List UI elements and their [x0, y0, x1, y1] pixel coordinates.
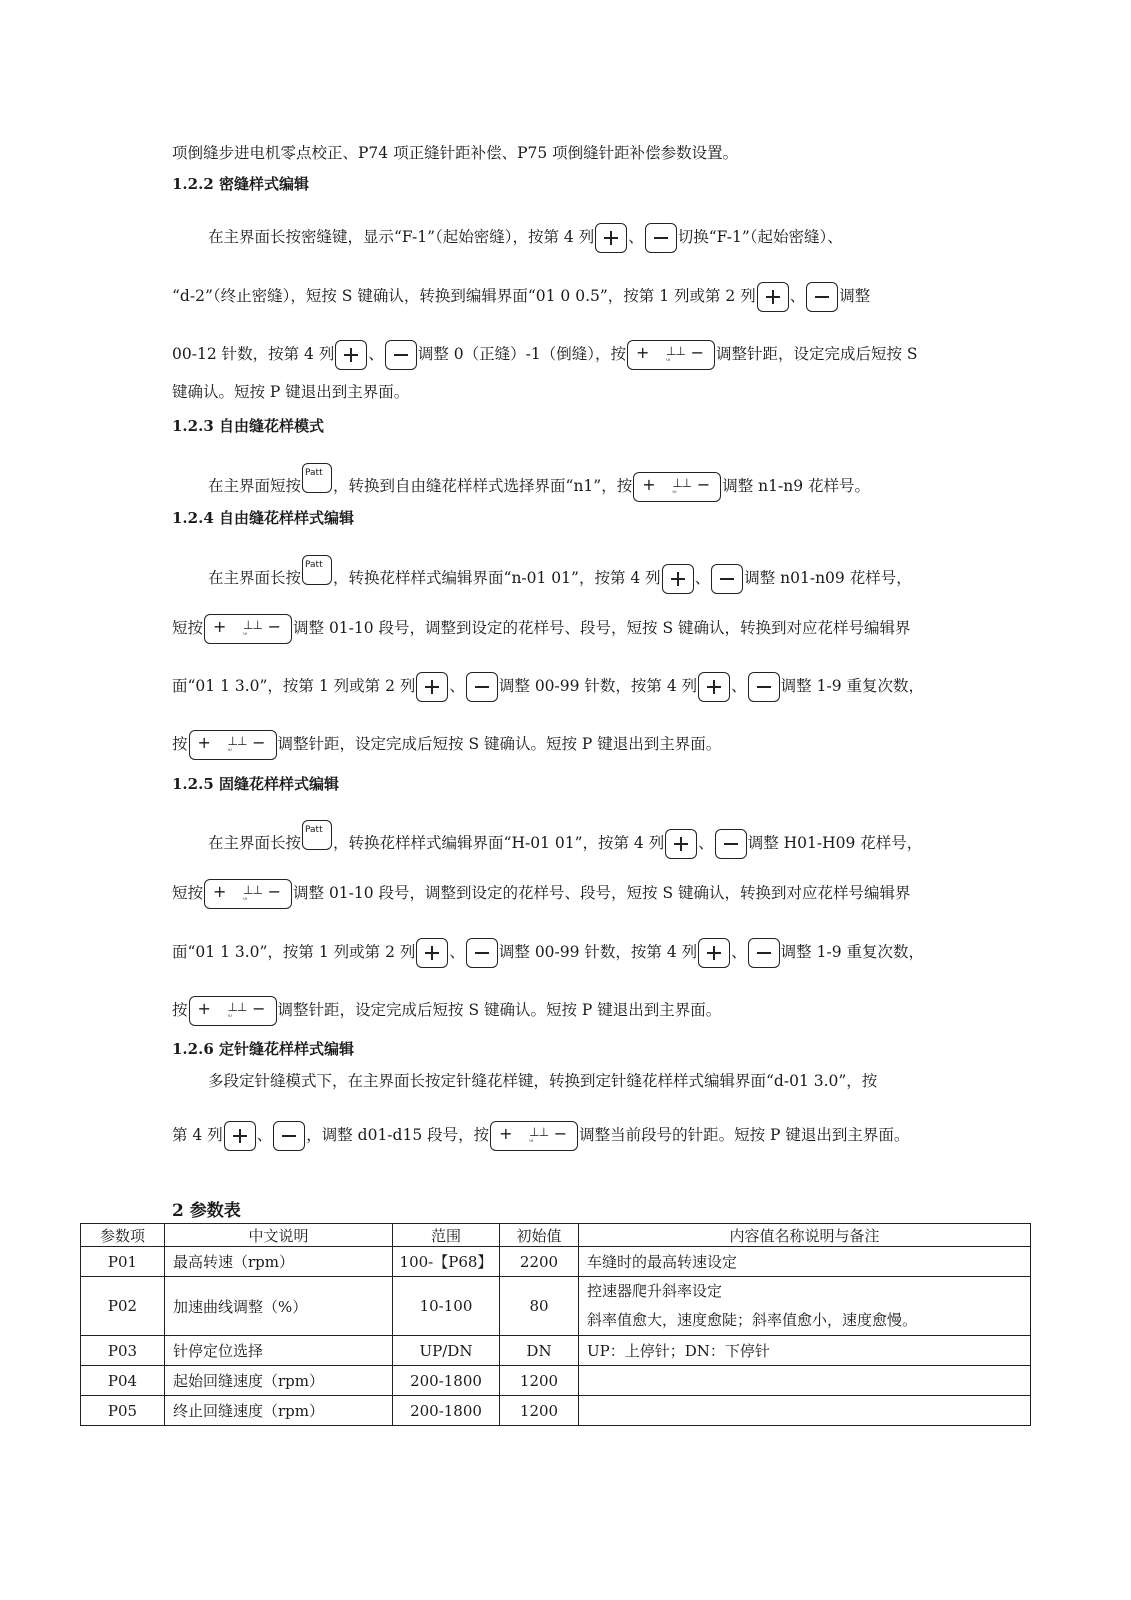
heading-1-2-5: 1.2.5 固缝花样样式编辑: [172, 775, 339, 793]
param-desc: 加速曲线调整（%）: [165, 1277, 393, 1336]
sep: 、: [368, 345, 384, 363]
text: 调整针距，设定完成后短按 S 键确认。短按 P 键退出到主界面。: [277, 1001, 722, 1019]
adjust-key-icon: + ⊥⊥ ᵚ −: [189, 996, 277, 1026]
text: 调整 0（正缝）-1（倒缝），按: [417, 345, 626, 363]
adjust-key-icon: + ⊥⊥ ᵚ −: [204, 614, 292, 644]
table-row: [81, 1277, 1031, 1336]
s122-line2: [172, 281, 870, 311]
text: 调整 H01-H09 花样号，: [747, 834, 923, 852]
s125-line1: [208, 820, 922, 850]
header-cell: 中文说明: [165, 1224, 393, 1247]
s124-line3: [172, 671, 924, 701]
minus-key-icon: [715, 829, 747, 859]
section-2-title: 2 参数表: [172, 1201, 241, 1221]
s126-line1: 多段定针缝模式下，在主界面长按定针缝花样键，转换到定针缝花样样式编辑界面“d-01 3.0”，按: [208, 1072, 878, 1090]
minus-key-icon: [466, 938, 498, 968]
param-init: DN: [500, 1336, 579, 1366]
text: ，调整 d01-d15 段号，按: [306, 1126, 490, 1144]
table-row: [81, 1396, 1031, 1426]
text: 短按: [172, 619, 204, 637]
minus-key-icon: [711, 564, 743, 594]
text: 调整 n01-n09 花样号，: [744, 569, 912, 587]
param-range: 100-【P68】: [393, 1247, 500, 1277]
table-row: [81, 1247, 1031, 1277]
minus-key-icon: [806, 282, 838, 312]
adjust-key-icon: + ⊥⊥ ᵚ −: [633, 472, 721, 502]
text: 在主界面长按: [208, 569, 302, 587]
s125-line4: [172, 995, 721, 1025]
text: 短按: [172, 884, 204, 902]
plus-key-icon: [698, 938, 730, 968]
sep: 、: [698, 834, 714, 852]
text: 面“01 1 3.0”，按第 1 列或第 2 列: [172, 943, 416, 961]
heading-1-2-2: 1.2.2 密缝样式编辑: [172, 175, 309, 193]
param-code: P03: [81, 1336, 165, 1366]
plus-key-icon: [757, 282, 789, 312]
sep: 、: [628, 228, 644, 246]
text: 按: [172, 1001, 188, 1019]
text: 调整: [839, 287, 871, 305]
param-desc: 针停定位选择: [165, 1336, 393, 1366]
header-cell: 内容值名称说明与备注: [579, 1224, 1031, 1247]
text: 在主界面短按: [208, 477, 302, 495]
text: 调整 n1-n9 花样号。: [722, 477, 870, 495]
s122-line4: 键确认。短按 P 键退出到主界面。: [172, 383, 410, 401]
table-row: [81, 1366, 1031, 1396]
text: 调整当前段号的针距。短按 P 键退出到主界面。: [579, 1126, 910, 1144]
table-header: [81, 1224, 1031, 1247]
s124-line2: [172, 613, 911, 643]
text: ，转换到自由缝花样样式选择界面“n1”，按: [333, 477, 633, 495]
text: 调整 01-10 段号，调整到设定的花样号、段号，短按 S 键确认，转换到对应花样号编辑界: [293, 619, 911, 637]
param-desc: 起始回缝速度（rpm）: [165, 1366, 393, 1396]
plus-key-icon: [416, 672, 448, 702]
adjust-key-icon: + ⊥⊥ ᵚ −: [490, 1121, 578, 1151]
plus-key-icon: [416, 938, 448, 968]
s124-line1: [208, 555, 912, 585]
text: 调整针距，设定完成后短按 S: [715, 345, 918, 363]
text: 第 4 列: [172, 1126, 223, 1144]
text: 在主界面长按密缝键，显示“F-1”（起始密缝），按第 4 列: [208, 228, 595, 246]
heading-1-2-4: 1.2.4 自由缝花样样式编辑: [172, 509, 354, 527]
sep: 、: [694, 569, 711, 587]
adjust-key-icon: + ⊥⊥ ᵚ −: [627, 340, 715, 370]
note-line: 斜率值愈大，速度愈陡；斜率值愈小，速度愈慢。: [587, 1311, 918, 1329]
text: 调整 1-9 重复次数，: [780, 677, 924, 695]
param-range: 10-100: [393, 1277, 500, 1336]
minus-key-icon: [748, 672, 780, 702]
s122-line3: [172, 339, 918, 369]
s124-line4: [172, 729, 721, 759]
plus-key-icon: [698, 672, 730, 702]
text: 调整 00-99 针数，按第 4 列: [498, 943, 698, 961]
parameter-table: [80, 1223, 1031, 1426]
text: ，转换花样样式编辑界面“H-01 01”，按第 4 列: [333, 834, 665, 852]
patt-key-icon: Patt: [302, 555, 332, 585]
param-note: UP：上停针；DN：下停针: [579, 1336, 1031, 1366]
sep: 、: [789, 287, 806, 305]
patt-key-icon: Patt: [302, 820, 332, 850]
text: 调整 1-9 重复次数，: [780, 943, 924, 961]
param-desc: 最高转速（rpm）: [165, 1247, 393, 1277]
param-init: 1200: [500, 1366, 579, 1396]
minus-key-icon: [466, 672, 498, 702]
param-note: [579, 1396, 1031, 1426]
header-cell: 参数项: [81, 1224, 165, 1247]
param-note: [579, 1366, 1031, 1396]
note-line: 控速器爬升斜率设定: [587, 1282, 723, 1300]
intro-text: 项倒缝步进电机零点校正、P74 项正缝针距补偿、P75 项倒缝针距补偿参数设置。: [172, 144, 739, 162]
s123-line1: [208, 463, 870, 497]
s122-line1: [208, 222, 843, 252]
sep: 、: [731, 943, 747, 961]
param-desc: 终止回缝速度（rpm）: [165, 1396, 393, 1426]
header-cell: 范围: [393, 1224, 500, 1247]
param-range: 200-1800: [393, 1396, 500, 1426]
param-init: 2200: [500, 1247, 579, 1277]
adjust-key-icon: + ⊥⊥ ᵚ −: [189, 730, 277, 760]
plus-key-icon: [335, 340, 367, 370]
minus-key-icon: [748, 938, 780, 968]
sep: 、: [256, 1126, 273, 1144]
param-note: [579, 1277, 1031, 1336]
param-code: P04: [81, 1366, 165, 1396]
plus-key-icon: [662, 564, 694, 594]
plus-key-icon: [595, 223, 627, 253]
table-row: [81, 1336, 1031, 1366]
text: 在主界面长按: [208, 834, 302, 852]
param-note: 车缝时的最高转速设定: [579, 1247, 1031, 1277]
patt-key-icon: Patt: [302, 463, 332, 493]
param-code: P05: [81, 1396, 165, 1426]
sep: 、: [449, 677, 465, 695]
minus-key-icon: [385, 340, 417, 370]
plus-key-icon: [224, 1121, 256, 1151]
s125-line3: [172, 937, 924, 967]
text: 按: [172, 735, 188, 753]
header-cell: 初始值: [500, 1224, 579, 1247]
plus-key-icon: [665, 829, 697, 859]
param-init: 1200: [500, 1396, 579, 1426]
minus-key-icon: [273, 1121, 305, 1151]
text: 切换“F-1”（起始密缝）、: [677, 228, 843, 246]
heading-1-2-3: 1.2.3 自由缝花样模式: [172, 417, 324, 435]
param-code: P02: [81, 1277, 165, 1336]
param-init: 80: [500, 1277, 579, 1336]
sep: 、: [731, 677, 747, 695]
text: 调整 00-99 针数，按第 4 列: [498, 677, 698, 695]
adjust-key-icon: + ⊥⊥ ᵚ −: [204, 879, 292, 909]
s126-line2: [172, 1120, 909, 1150]
s125-line2: [172, 878, 911, 908]
text: 调整 01-10 段号，调整到设定的花样号、段号，短按 S 键确认，转换到对应花样号编辑界: [293, 884, 911, 902]
text: ，转换花样样式编辑界面“n-01 01”，按第 4 列: [333, 569, 661, 587]
param-range: UP/DN: [393, 1336, 500, 1366]
text: 调整针距，设定完成后短按 S 键确认。短按 P 键退出到主界面。: [277, 735, 722, 753]
text: “d-2”（终止密缝），短按 S 键确认，转换到编辑界面“01 0 0.5”，按第 1 列或第 2 列: [172, 287, 756, 305]
text: 面“01 1 3.0”，按第 1 列或第 2 列: [172, 677, 416, 695]
sep: 、: [449, 943, 465, 961]
heading-1-2-6: 1.2.6 定针缝花样样式编辑: [172, 1040, 354, 1058]
param-range: 200-1800: [393, 1366, 500, 1396]
minus-key-icon: [645, 223, 677, 253]
text: 00-12 针数，按第 4 列: [172, 345, 335, 363]
param-code: P01: [81, 1247, 165, 1277]
